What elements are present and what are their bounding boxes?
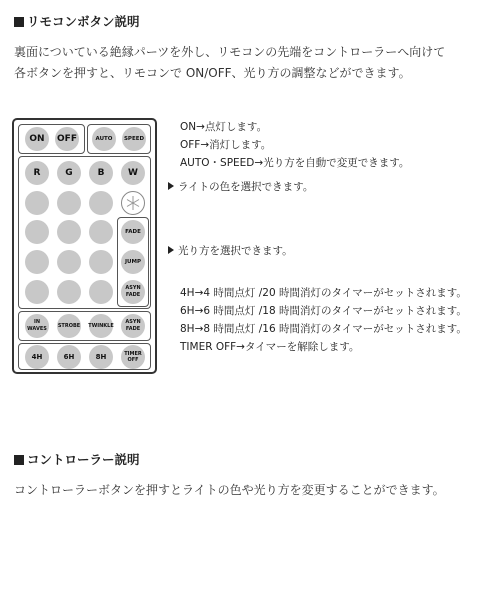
off-button: OFF	[55, 127, 79, 151]
square-bullet-icon	[14, 455, 24, 465]
timer-off-button: TIMER OFF	[121, 345, 145, 369]
note-off: OFF→消灯します。	[180, 139, 272, 151]
red-button: R	[25, 161, 49, 185]
asyn-label: ASYN	[125, 319, 141, 325]
strobe-button: STROBE	[57, 314, 81, 338]
color-button	[89, 191, 113, 215]
section-heading-remote	[14, 12, 140, 30]
note-timer-6h: 6H→6 時間点灯 /18 時間消灯のタイマーがセットされます。	[180, 305, 467, 317]
green-button: G	[57, 161, 81, 185]
arrow-right-icon	[168, 246, 174, 254]
on-button: ON	[25, 127, 49, 151]
intro-line-2: 各ボタンを押すと、リモコンで ON/OFF、光り方の調整などができます。	[14, 66, 411, 80]
speed-button: SPEED	[122, 127, 146, 151]
color-pattern-group	[18, 156, 151, 309]
timer-8h-button: 8H	[89, 345, 113, 369]
fade-label: FADE	[125, 292, 141, 298]
color-button	[57, 220, 81, 244]
in-waves-button	[25, 314, 49, 338]
fade-button: FADE	[121, 220, 145, 244]
power-group	[18, 124, 85, 154]
controller-paragraph: コントローラーボタンを押すとライトの色や光り方を変更することができます。	[14, 483, 445, 497]
note-pattern	[168, 243, 293, 258]
note-on: ON→点灯します。	[180, 121, 268, 133]
fade-label: FADE	[125, 326, 141, 332]
timer-6h-button: 6H	[57, 345, 81, 369]
auto-button: AUTO	[92, 127, 116, 151]
note-color-text: ライトの色を選択できます。	[178, 181, 314, 193]
effect-group	[18, 311, 151, 341]
asyn-fade-button	[121, 280, 145, 304]
timer-group	[18, 343, 151, 370]
twinkle-button: TWINKLE	[89, 314, 113, 338]
color-button	[25, 280, 49, 304]
waves-label: WAVES	[27, 326, 47, 332]
color-button	[25, 220, 49, 244]
intro-paragraph	[14, 42, 445, 84]
color-button	[57, 250, 81, 274]
blue-button: B	[89, 161, 113, 185]
timer-4h-button: 4H	[25, 345, 49, 369]
section-heading-controller	[14, 450, 140, 468]
asyn-fade-button-2	[121, 314, 145, 338]
heading-text: リモコンボタン説明	[27, 14, 140, 29]
note-color	[168, 179, 313, 194]
in-label: IN	[33, 319, 41, 325]
arrow-right-icon	[168, 182, 174, 190]
asyn-label: ASYN	[125, 285, 141, 291]
note-auto-speed: AUTO・SPEED→光り方を自動で変更できます。	[180, 157, 410, 169]
color-button	[25, 191, 49, 215]
color-button	[89, 250, 113, 274]
multicolor-button	[121, 191, 145, 215]
color-button	[57, 191, 81, 215]
color-button	[89, 280, 113, 304]
note-timer-4h: 4H→4 時間点灯 /20 時間消灯のタイマーがセットされます。	[180, 287, 467, 299]
white-button: W	[121, 161, 145, 185]
note-timer-8h: 8H→8 時間点灯 /16 時間消灯のタイマーがセットされます。	[180, 323, 467, 335]
remote-control-diagram	[12, 118, 157, 374]
color-button	[89, 220, 113, 244]
heading-text: コントローラー説明	[27, 452, 140, 467]
color-button	[25, 250, 49, 274]
auto-group	[87, 124, 151, 154]
note-timer-off: TIMER OFF→タイマーを解除します。	[180, 341, 360, 353]
square-bullet-icon	[14, 17, 24, 27]
multicolor-wheel-icon	[125, 195, 141, 211]
jump-button: JUMP	[121, 250, 145, 274]
note-pattern-text: 光り方を選択できます。	[178, 245, 293, 257]
color-button	[57, 280, 81, 304]
intro-line-1: 裏面についている絶縁パーツを外し、リモコンの先端をコントローラーへ向けて	[14, 45, 446, 59]
